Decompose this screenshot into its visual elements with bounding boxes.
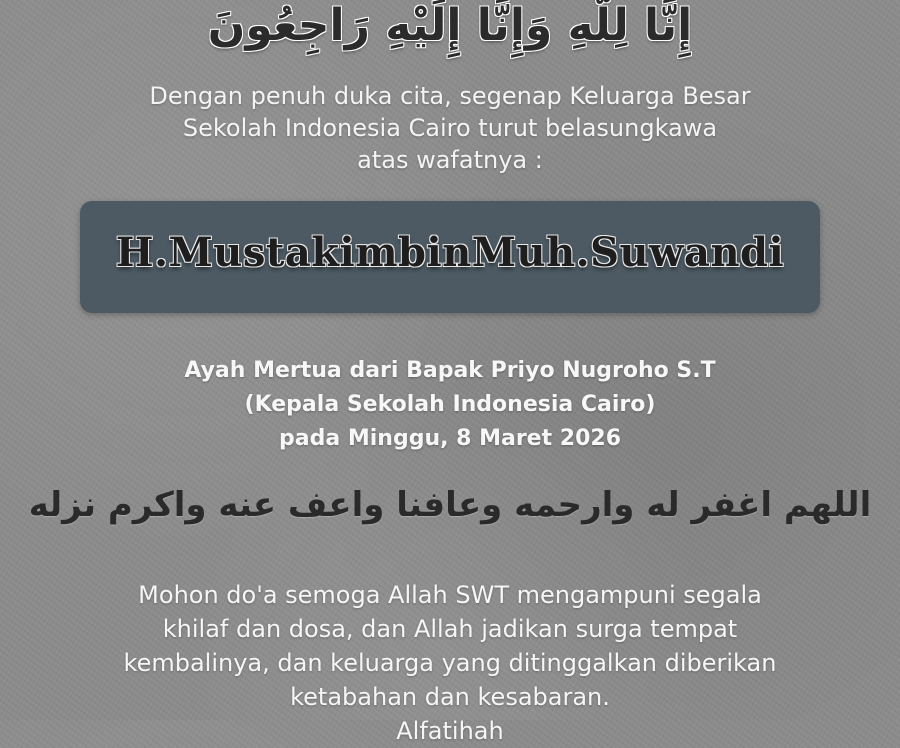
relation-line: (Kepala Sekolah Indonesia Cairo) bbox=[244, 392, 656, 417]
relation-paragraph bbox=[0, 354, 900, 456]
intro-line: atas wafatnya : bbox=[357, 146, 543, 174]
arabic-verse-heading: إِنَّا لِلَّهِ وَإِنَّا إِلَيْهِ رَاجِعُونَ bbox=[207, 0, 693, 51]
closing-line: Mohon do'a semoga Allah SWT mengampuni segala bbox=[138, 581, 762, 609]
deceased-name: H.MustakimbinMuh.Suwandi bbox=[115, 229, 785, 276]
closing-paragraph bbox=[0, 578, 900, 748]
intro-line: Dengan penuh duka cita, segenap Keluarga Besar bbox=[149, 82, 751, 110]
intro-line: Sekolah Indonesia Cairo turut belasungkawa bbox=[182, 114, 718, 142]
closing-line: ketabahan dan kesabaran. bbox=[290, 683, 610, 711]
closing-line: khilaf dan dosa, dan Allah jadikan surga tempat bbox=[162, 615, 738, 643]
deceased-name-banner bbox=[80, 201, 820, 313]
arabic-prayer: اللهم اغفر له وارحمه وعافنا واعف عنه واكرم نزله bbox=[28, 485, 872, 525]
relation-date-line: pada Minggu, 8 Maret 2026 bbox=[279, 426, 621, 451]
intro-paragraph bbox=[0, 80, 900, 176]
relation-line: Ayah Mertua dari Bapak Priyo Nugroho S.T bbox=[184, 358, 716, 383]
closing-line: kembalinya, dan keluarga yang ditinggalkan diberikan bbox=[123, 649, 777, 677]
closing-line: Alfatihah bbox=[396, 717, 504, 745]
